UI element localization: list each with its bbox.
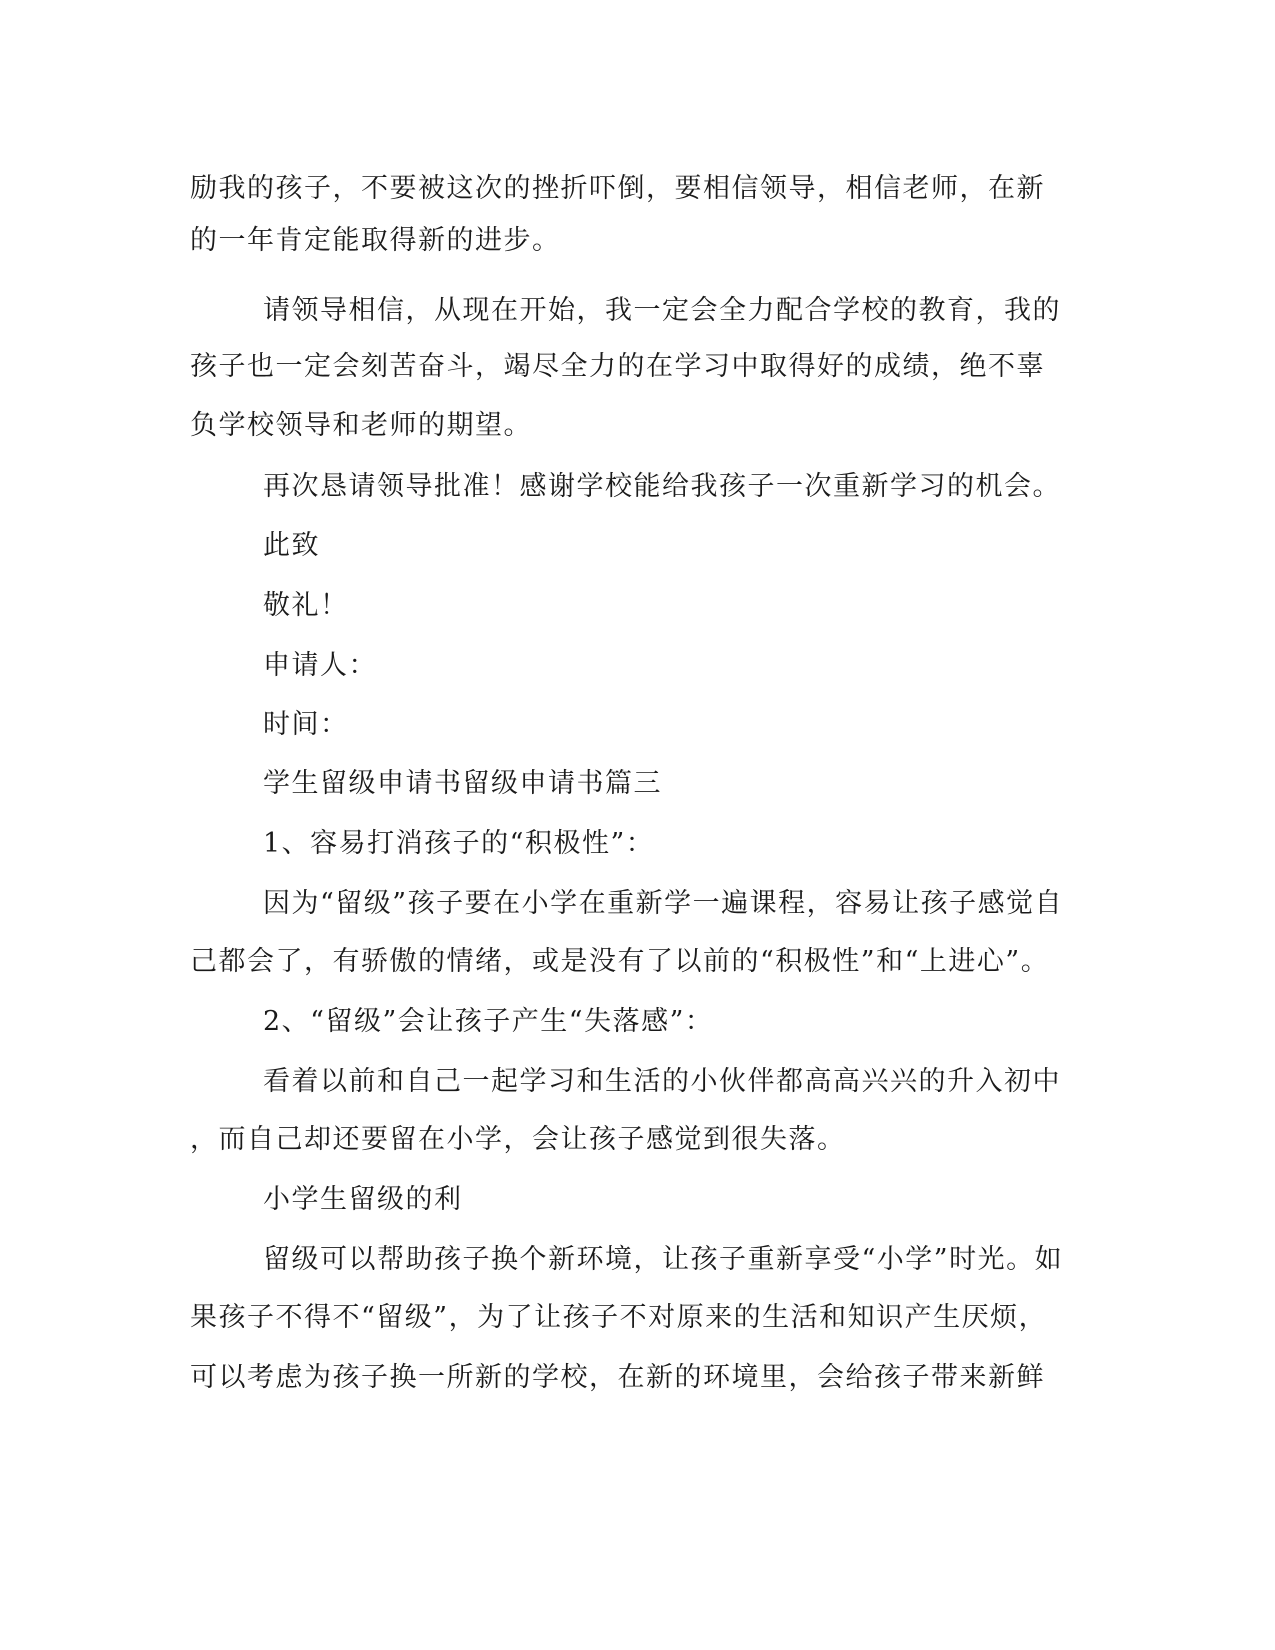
- applicant-label: 申请人：: [263, 650, 377, 681]
- paragraph-line: ，而自己却还要留在小学，会让孩子感觉到很失落。: [190, 1124, 846, 1155]
- paragraph-line: 果孩子不得不“留级”，为了让孩子不对原来的生活和知识产生厌烦，: [190, 1302, 1048, 1333]
- paragraph-line: 请领导相信，从现在开始，我一定会全力配合学校的教育，我的: [263, 295, 1061, 326]
- section-heading: 学生留级申请书留级申请书篇三: [263, 768, 662, 799]
- paragraph-line: 励我的孩子，不要被这次的挫折吓倒，要相信领导，相信老师，在新: [190, 173, 1045, 204]
- closing-salutation: 此致: [263, 530, 320, 561]
- paragraph-line: 孩子也一定会刻苦奋斗，竭尽全力的在学习中取得好的成绩，绝不辜: [190, 351, 1045, 382]
- paragraph-line: 因为“留级”孩子要在小学在重新学一遍课程，容易让孩子感觉自: [263, 888, 1064, 919]
- date-label: 时间：: [263, 709, 349, 740]
- list-item-heading: 2、“留级”会让孩子产生“失落感”：: [263, 1006, 714, 1037]
- section-heading: 小学生留级的利: [263, 1184, 463, 1215]
- paragraph-line: 的一年肯定能取得新的进步。: [190, 225, 561, 256]
- closing-regards: 敬礼！: [263, 590, 349, 621]
- paragraph-line: 再次恳请领导批准！感谢学校能给我孩子一次重新学习的机会。: [263, 471, 1061, 502]
- paragraph-line: 己都会了，有骄傲的情绪，或是没有了以前的“积极性”和“上进心”。: [190, 946, 1050, 977]
- list-item-heading: 1、容易打消孩子的“积极性”：: [263, 828, 655, 859]
- paragraph-line: 可以考虑为孩子换一所新的学校，在新的环境里，会给孩子带来新鲜: [190, 1362, 1045, 1393]
- paragraph-line: 看着以前和自己一起学习和生活的小伙伴都高高兴兴的升入初中: [263, 1066, 1061, 1097]
- paragraph-line: 负学校领导和老师的期望。: [190, 410, 532, 441]
- paragraph-line: 留级可以帮助孩子换个新环境，让孩子重新享受“小学”时光。如: [263, 1244, 1064, 1275]
